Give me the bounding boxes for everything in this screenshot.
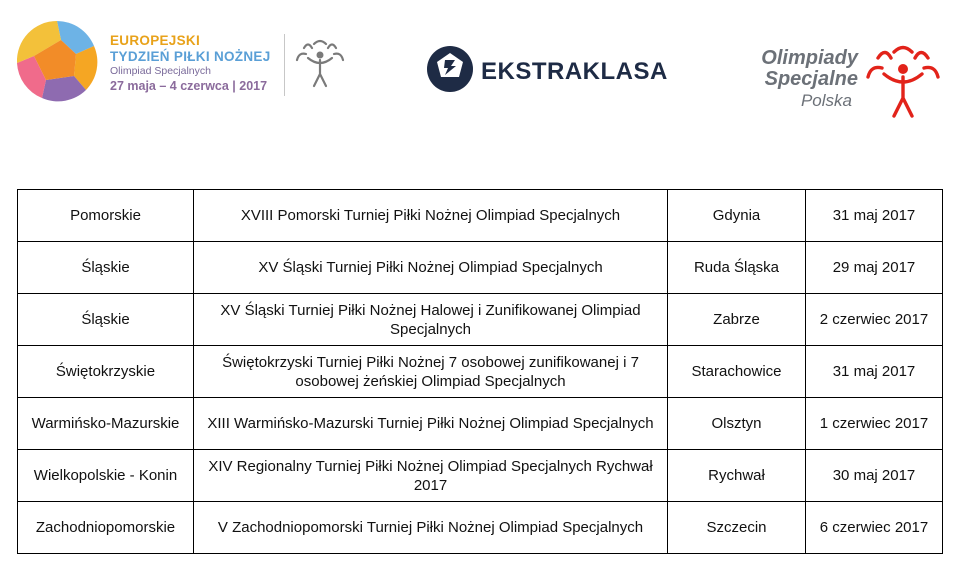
special-olympics-emblem-icon xyxy=(864,44,942,122)
date-cell: 31 maj 2017 xyxy=(806,346,943,398)
date-cell: 30 maj 2017 xyxy=(806,450,943,502)
city-cell: Rychwał xyxy=(668,450,806,502)
special-olympics-small-emblem-icon xyxy=(294,38,346,90)
org-name-line2: Specjalne xyxy=(764,68,858,90)
org-name-line1: Olimpiady xyxy=(761,47,858,69)
org-name-line3: Polska xyxy=(800,91,852,110)
event-cell: XV Śląski Turniej Piłki Nożnej Olimpiad Specjalnych xyxy=(194,242,668,294)
campaign-title-line2: TYDZIEŃ PIŁKI NOŻNEJ xyxy=(110,48,271,64)
event-cell: XIV Regionalny Turniej Piłki Nożnej Olimpiad Specjalnych Rychwał 2017 xyxy=(194,450,668,502)
city-cell: Olsztyn xyxy=(668,398,806,450)
city-cell: Starachowice xyxy=(668,346,806,398)
date-cell: 2 czerwiec 2017 xyxy=(806,294,943,346)
event-cell: XV Śląski Turniej Piłki Nożnej Halowej i Zunifikowanej Olimpiad Specjalnych xyxy=(194,294,668,346)
table-row xyxy=(18,294,943,346)
region-cell: Śląskie xyxy=(18,242,194,294)
campaign-dates: 27 maja – 4 czerwca | 2017 xyxy=(110,78,268,93)
ekstraklasa-ball-icon xyxy=(425,44,475,94)
table-row xyxy=(18,398,943,450)
city-cell: Gdynia xyxy=(668,190,806,242)
date-cell: 29 maj 2017 xyxy=(806,242,943,294)
table-row xyxy=(18,502,943,554)
city-cell: Zabrze xyxy=(668,294,806,346)
region-cell: Pomorskie xyxy=(18,190,194,242)
campaign-title-line1: EUROPEJSKI xyxy=(110,33,201,48)
region-cell: Świętokrzyskie xyxy=(18,346,194,398)
event-cell: V Zachodniopomorski Turniej Piłki Nożnej Olimpiad Specjalnych xyxy=(194,502,668,554)
tournament-table xyxy=(17,189,943,554)
event-cell: Świętokrzyski Turniej Piłki Nożnej 7 osobowej zunifikowanej i 7 osobowej żeńskiej Olimpiad Specjalnych xyxy=(194,346,668,398)
event-cell: XIII Warmińsko-Mazurski Turniej Piłki Nożnej Olimpiad Specjalnych xyxy=(194,398,668,450)
special-olympics-poland-logo xyxy=(718,44,948,124)
ekstraklasa-logo xyxy=(425,44,675,100)
table-row xyxy=(18,242,943,294)
date-cell: 31 maj 2017 xyxy=(806,190,943,242)
table-row xyxy=(18,450,943,502)
campaign-subtitle: Olimpiad Specjalnych xyxy=(110,65,211,77)
date-cell: 6 czerwiec 2017 xyxy=(806,502,943,554)
football-icon xyxy=(14,18,100,104)
region-cell: Zachodniopomorskie xyxy=(18,502,194,554)
city-cell: Szczecin xyxy=(668,502,806,554)
european-football-week-logo xyxy=(14,18,359,108)
event-cell: XVIII Pomorski Turniej Piłki Nożnej Olimpiad Specjalnych xyxy=(194,190,668,242)
region-cell: Wielkopolskie - Konin xyxy=(18,450,194,502)
city-cell: Ruda Śląska xyxy=(668,242,806,294)
date-cell: 1 czerwiec 2017 xyxy=(806,398,943,450)
table-row xyxy=(18,190,943,242)
logo-divider xyxy=(284,34,285,96)
region-cell: Śląskie xyxy=(18,294,194,346)
table-row xyxy=(18,346,943,398)
region-cell: Warmińsko-Mazurskie xyxy=(18,398,194,450)
ekstraklasa-wordmark: EKSTRAKLASA xyxy=(481,58,668,85)
